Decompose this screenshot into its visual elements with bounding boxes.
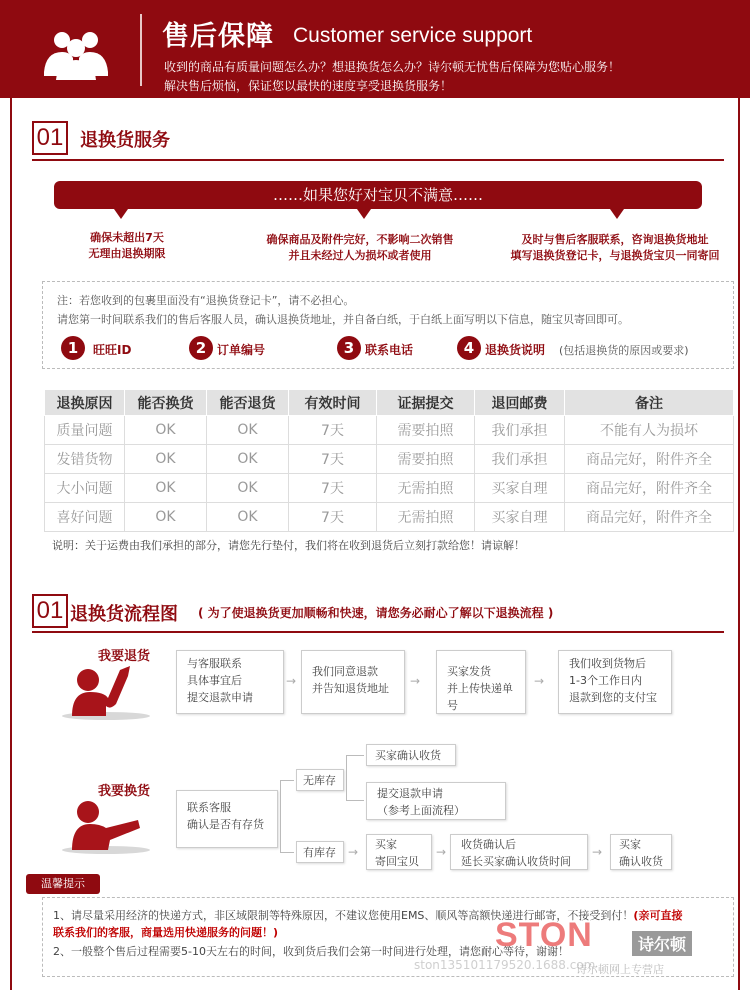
- table-cell: 喜好问题: [45, 503, 125, 532]
- notice-box: [42, 281, 734, 369]
- person-raising-hand-icon: [58, 660, 158, 722]
- condition-3: [490, 232, 740, 264]
- header-divider: [140, 14, 142, 86]
- table-cell: 买家自理: [475, 474, 565, 503]
- branch-line: [346, 755, 347, 801]
- arrow-right-icon: →: [534, 674, 545, 688]
- tip-line-3: 2、一般整个售后过程需要5-10天左右的时间，收到货后我们会第一时间进行处理，请您耐心等待，谢谢！: [53, 945, 569, 958]
- person-pointing-icon: [58, 794, 158, 856]
- condition-line: 及时与售后客服联系，咨询退换货地址: [521, 233, 709, 246]
- flow-text: 并上传快递单号: [447, 682, 513, 712]
- table-row: [45, 474, 734, 503]
- condition-line: 填写退换货登记卡，与退换货宝贝一同寄回: [510, 249, 720, 262]
- table-cell: 商品完好，附件齐全: [565, 445, 734, 474]
- table-cell: OK: [125, 416, 207, 445]
- dissatisfied-banner: ……如果您好对宝贝不满意……: [54, 181, 702, 209]
- table-cell: 7天: [289, 445, 377, 474]
- customers-icon: [40, 28, 112, 80]
- table-row: [45, 445, 734, 474]
- arrow-right-icon: →: [286, 674, 297, 688]
- banner-pointer: [610, 209, 624, 219]
- branch-line: [346, 755, 364, 756]
- in-stock-node: 有库存: [296, 841, 344, 863]
- banner-pointer: [357, 209, 371, 219]
- flow-text: 寄回宝贝: [375, 855, 419, 868]
- table-header: 有效时间: [289, 390, 377, 416]
- section-title-service: 退换货服务: [80, 130, 170, 151]
- notice-line-1: 注：若您收到的包裹里面没有“退换货登记卡”，请不必担心。: [57, 294, 355, 307]
- step-phone: 联系电话: [365, 343, 414, 357]
- section-title-flow: 退换货流程图: [70, 604, 178, 625]
- flow-text: 买家: [619, 838, 641, 851]
- flow-text: 提交退款申请: [187, 691, 253, 704]
- branch-line: [280, 852, 294, 853]
- table-cell: 我们承担: [475, 416, 565, 445]
- table-cell: OK: [125, 503, 207, 532]
- notice-line-2: 请您第一时间联系我们的售后客服人员，确认退换货地址，并自备白纸，于白纸上面写明以下信息，随宝贝寄回即可。: [57, 313, 629, 326]
- refund-label: 我要退货: [98, 649, 151, 664]
- refund-step-1: [176, 650, 284, 714]
- table-cell: 我们承担: [475, 445, 565, 474]
- step-wangwang-id: 旺旺ID: [93, 343, 132, 357]
- table-header: 证据提交: [377, 390, 475, 416]
- table-cell: 7天: [289, 474, 377, 503]
- refund-step-3: [436, 650, 526, 714]
- header-intro-line-1: 收到的商品有质量问题怎么办？想退换货怎么办？诗尔顿无忧售后保障为您贴心服务！: [164, 60, 621, 74]
- flow-text: 确认是否有存货: [187, 818, 264, 831]
- table-cell: OK: [207, 503, 289, 532]
- flow-text: （参考上面流程）: [377, 804, 465, 817]
- condition-2: [240, 232, 480, 264]
- arrow-right-icon: →: [348, 845, 359, 859]
- flow-text: 确认收货: [619, 855, 663, 868]
- flow-text: 我们收到货物后: [569, 657, 646, 670]
- flow-text: 我们同意退款: [312, 665, 378, 678]
- table-cell: 需要拍照: [377, 416, 475, 445]
- in-stock-confirm-receipt: [610, 834, 672, 870]
- arrow-right-icon: →: [410, 674, 421, 688]
- table-header: 退换原因: [45, 390, 125, 416]
- watermark-brand-cn: 诗尔顿: [632, 931, 692, 956]
- no-stock-confirm-receipt: 买家确认收货: [366, 744, 456, 766]
- tip-highlight: (亲可直接: [633, 909, 683, 922]
- table-header: 备注: [565, 390, 734, 416]
- header-title-english: Customer service support: [293, 24, 533, 47]
- section-subtitle-flow: ( 为了使退换货更加顺畅和快速，请您务必耐心了解以下退换流程 ): [198, 606, 554, 620]
- header-intro-line-2: 解决售后烦恼，保证您以最快的速度享受退换货服务！: [164, 79, 453, 93]
- table-cell: 不能有人为损坏: [565, 416, 734, 445]
- section-number: 01: [32, 594, 68, 628]
- in-stock-return-item: [366, 834, 432, 870]
- shipping-note: 说明：关于运费由我们承担的部分，请您先行垫付，我们将在收到退货后立刻打款给您！请谅解！: [52, 539, 525, 552]
- arrow-right-icon: →: [436, 845, 447, 859]
- tip-text: 1、请尽量采用经济的快递方式，非区域限制等特殊原因，不建议您使用EMS、顺风等高额快递进行邮寄，不接受到付！: [53, 909, 634, 922]
- table-cell: 无需拍照: [377, 503, 475, 532]
- table-cell: OK: [125, 474, 207, 503]
- table-cell: OK: [125, 445, 207, 474]
- table-cell: 质量问题: [45, 416, 125, 445]
- section-number: 01: [32, 121, 68, 155]
- flow-text: 买家: [375, 838, 397, 851]
- table-cell: OK: [207, 474, 289, 503]
- table-header-row: [45, 390, 734, 416]
- table-cell: OK: [207, 445, 289, 474]
- step-number: 4: [457, 336, 481, 360]
- refund-step-2: [301, 650, 405, 714]
- step-number: 1: [61, 336, 85, 360]
- flow-text: 退款到您的支付宝: [569, 691, 657, 704]
- flow-text: 延长买家确认收货时间: [461, 855, 571, 868]
- watermark-brand: STON: [495, 916, 593, 954]
- table-cell: 需要拍照: [377, 445, 475, 474]
- page-frame-left: [10, 98, 12, 990]
- flow-text: 与客服联系: [187, 657, 242, 670]
- table-cell: 商品完好，附件齐全: [565, 503, 734, 532]
- step-return-note-detail: (包括退换货的原因或要求): [559, 344, 689, 357]
- exchange-step-contact: [176, 790, 278, 848]
- table-cell: 买家自理: [475, 503, 565, 532]
- table-cell: 商品完好，附件齐全: [565, 474, 734, 503]
- section-rule: [32, 631, 724, 633]
- condition-line: 并且未经过人为损坏或者使用: [288, 249, 432, 262]
- step-number: 3: [337, 336, 361, 360]
- flow-text: 1-3个工作日内: [569, 674, 642, 687]
- flow-text: 联系客服: [187, 801, 231, 814]
- step-number: 2: [189, 336, 213, 360]
- flow-text: 并告知退货地址: [312, 682, 389, 695]
- flow-text: 买家发货: [447, 665, 491, 678]
- branch-line: [280, 780, 294, 781]
- table-cell: OK: [207, 416, 289, 445]
- branch-line: [280, 780, 281, 852]
- table-header: 能否退货: [207, 390, 289, 416]
- table-cell: 大小问题: [45, 474, 125, 503]
- no-stock-node: 无库存: [296, 769, 344, 791]
- table-cell: 7天: [289, 503, 377, 532]
- flow-text: 具体事宜后: [187, 674, 242, 687]
- step-order-number: 订单编号: [217, 343, 266, 357]
- condition-line: 无理由退换期限: [88, 247, 166, 260]
- table-cell: 无需拍照: [377, 474, 475, 503]
- table-header: 能否换货: [125, 390, 207, 416]
- no-stock-refund-request: [366, 782, 506, 820]
- table-row: [45, 503, 734, 532]
- tips-tab: 温馨提示: [26, 874, 100, 894]
- section-rule: [32, 159, 724, 161]
- refund-step-4: [558, 650, 672, 714]
- watermark-shop-name: 诗尔顿网上专营店: [576, 963, 664, 976]
- table-header: 退回邮费: [475, 390, 565, 416]
- table-cell: 发错货物: [45, 445, 125, 474]
- flow-text: 提交退款申请: [377, 787, 443, 800]
- table-row: [45, 416, 734, 445]
- condition-1: [52, 230, 202, 262]
- watermark-url: ston135101179520.1688.com: [414, 958, 596, 972]
- condition-line: 确保未超出7天: [90, 231, 164, 244]
- branch-line: [346, 800, 364, 801]
- step-return-note: 退换货说明: [485, 343, 546, 357]
- banner-pointer: [114, 209, 128, 219]
- exchange-label: 我要换货: [98, 784, 151, 799]
- tip-line-1: [53, 907, 733, 924]
- return-policy-table: [44, 389, 734, 532]
- condition-line: 确保商品及附件完好，不影响二次销售: [266, 233, 454, 246]
- arrow-right-icon: →: [592, 845, 603, 859]
- flow-text: 收货确认后: [461, 838, 516, 851]
- tip-line-2: 联系我们的客服，商量选用快递服务的问题！): [53, 926, 279, 939]
- table-cell: 7天: [289, 416, 377, 445]
- header-title: 售后保障: [162, 21, 274, 52]
- in-stock-extend-receipt: [450, 834, 588, 870]
